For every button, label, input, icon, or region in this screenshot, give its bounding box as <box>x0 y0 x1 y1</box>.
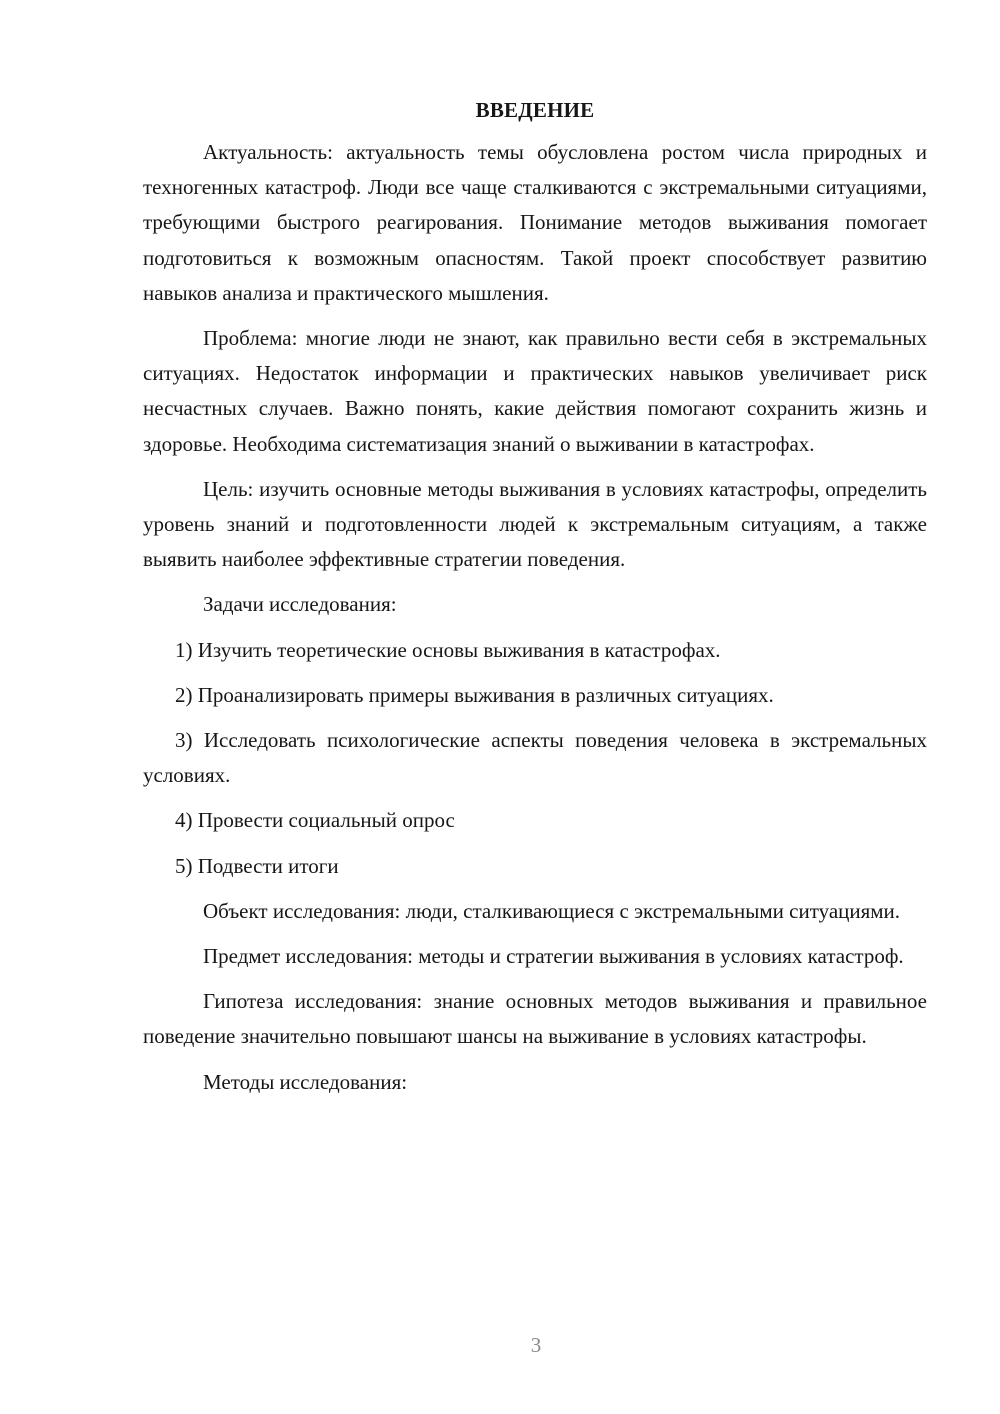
goal-paragraph: Цель: изучить основные методы выживания в условиях катастрофы, определить уровень знаний и подготовленности людей к экстремальным ситуациям, а также выявить наиболее эффективные стратегии поведения. <box>143 476 927 572</box>
tasks-heading: Задачи исследования: <box>203 592 397 617</box>
research-object-paragraph: Объект исследования: люди, сталкивающиеся с экстремальными ситуациями. <box>203 898 901 923</box>
task-list-item: 2) Проанализировать примеры выживания в различных ситуациях. <box>175 682 774 707</box>
hypothesis-paragraph: Гипотеза исследования: знание основных методов выживания и правильное поведение значительно повышают шансы на выживание в условиях катастрофы. <box>143 989 927 1049</box>
page-content <box>143 93 927 1110</box>
relevance-paragraph: Актуальность: актуальность темы обусловлена ростом числа природных и техногенных катастроф. Люди все чаще сталкиваются с экстремальными ситуациями, требующими быстрого реагирования. Понимание методов выживания помогает подготовиться к возможным опасностям. Такой проект способствует развитию навыков анализа и практического мышления. <box>143 140 927 305</box>
task-list-item: 5) Подвести итоги <box>175 853 339 878</box>
problem-paragraph: Проблема: многие люди не знают, как правильно вести себя в экстремальных ситуациях. Недостаток информации и практических навыков увеличивает риск несчастных случаев. Важно понять, какие действия помогают сохранить жизнь и здоровье. Необходима систематизация знаний о выживании в катастрофах. <box>143 326 927 456</box>
task-list-item: 4) Провести социальный опрос <box>175 808 455 833</box>
task-list-item: 3) Исследовать психологические аспекты поведения человека в экстремальных условиях. <box>143 728 927 788</box>
page-title: ВВЕДЕНИЕ <box>475 98 595 122</box>
methods-heading: Методы исследования: <box>203 1069 408 1094</box>
research-subject-paragraph: Предмет исследования: методы и стратегии выживания в условиях катастроф. <box>203 944 904 969</box>
page-number: 3 <box>530 1333 542 1357</box>
task-list-item: 1) Изучить теоретические основы выживания в катастрофах. <box>175 637 721 662</box>
